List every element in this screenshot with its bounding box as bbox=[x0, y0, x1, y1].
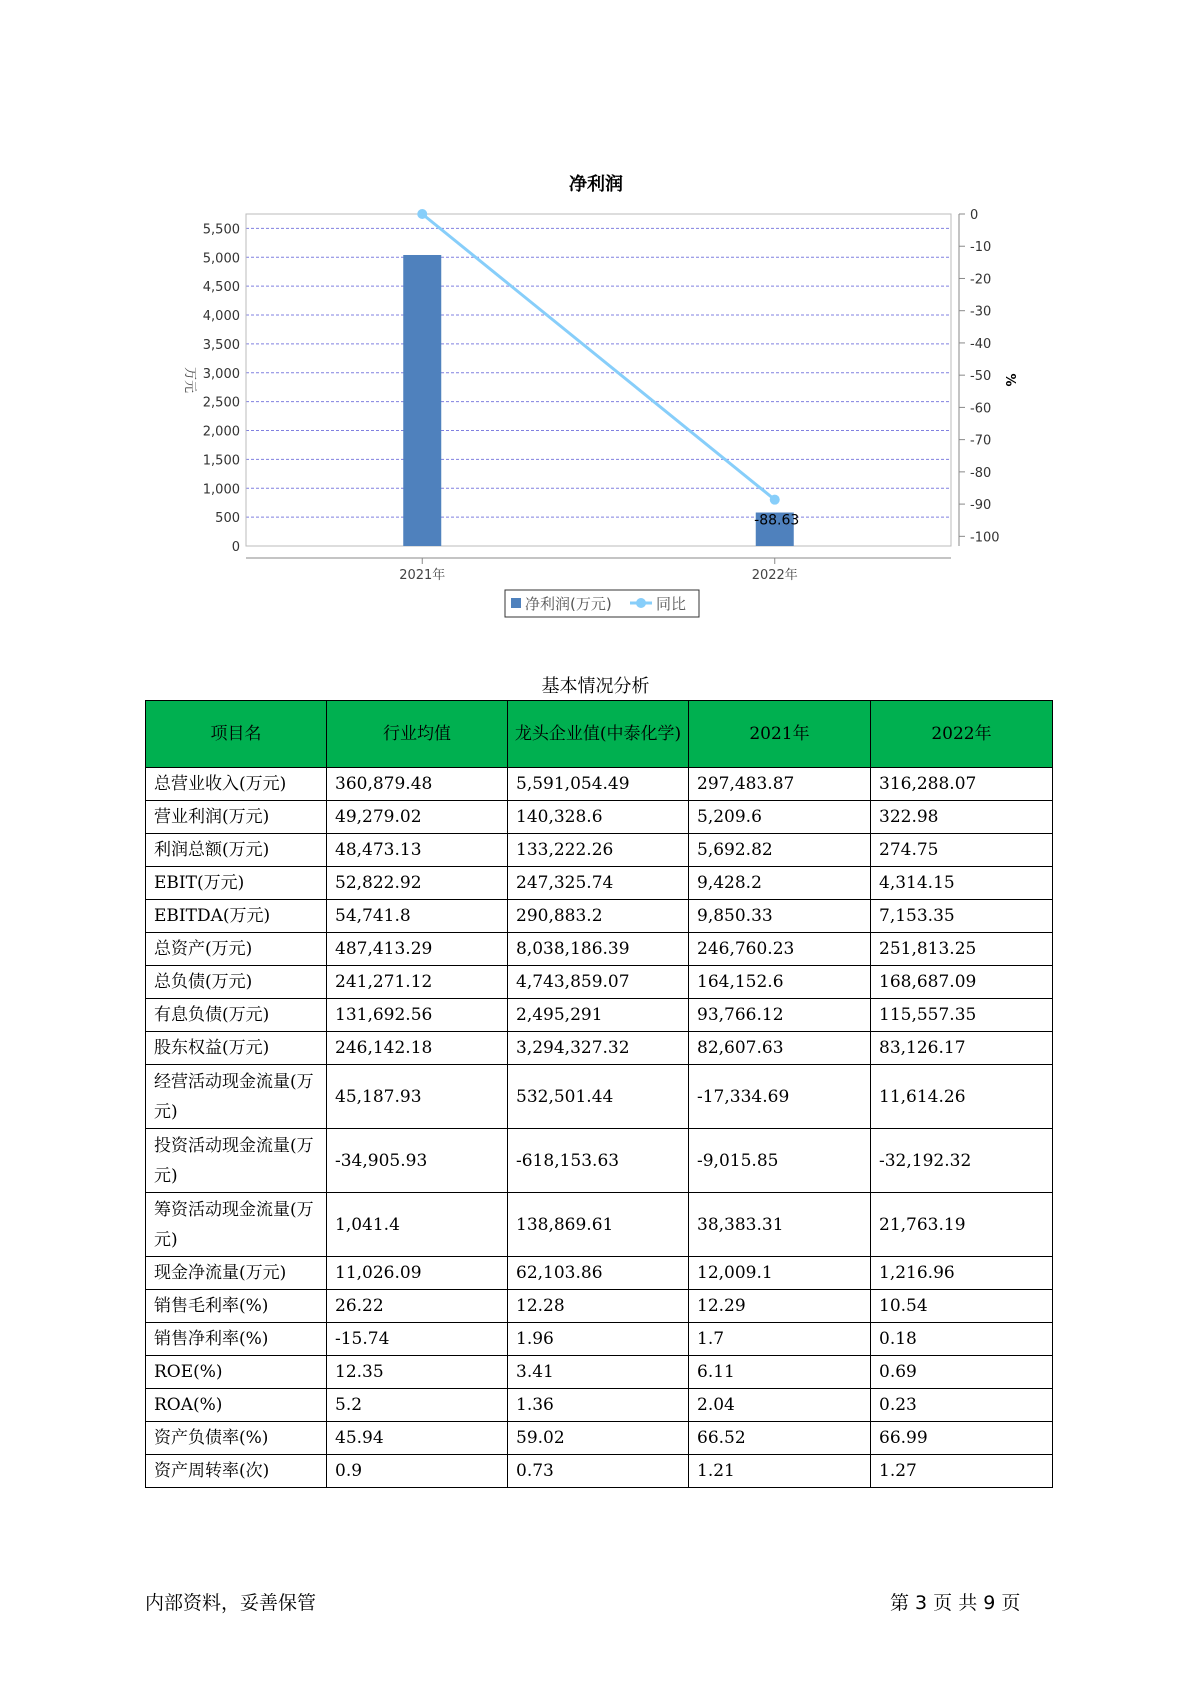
table-cell: -32,192.32 bbox=[871, 1129, 1053, 1193]
table-cell: 0.73 bbox=[508, 1455, 689, 1488]
row-label-cell: 有息负债(万元) bbox=[146, 999, 327, 1032]
header-2021: 2021年 bbox=[689, 701, 871, 768]
table-row bbox=[146, 1455, 1053, 1488]
row-label-cell: 总营业收入(万元) bbox=[146, 768, 327, 801]
table-body bbox=[146, 768, 1053, 1488]
legend-bar-label: 净利润(万元) bbox=[525, 595, 612, 613]
y2-tick-label: 0 bbox=[970, 208, 979, 223]
table-row bbox=[146, 1032, 1053, 1065]
footer-confidential: 内部资料，妥善保管 bbox=[145, 1592, 317, 1614]
row-label-cell: 销售净利率(%) bbox=[146, 1323, 327, 1356]
table-row bbox=[146, 1422, 1053, 1455]
table-title: 基本情况分析 bbox=[541, 676, 650, 697]
legend-bar-swatch bbox=[511, 598, 521, 608]
y2-tick-label: -50 bbox=[970, 369, 992, 385]
row-label-cell: 利润总额(万元) bbox=[146, 834, 327, 867]
y2-tick-label: -90 bbox=[970, 498, 992, 514]
table-row bbox=[146, 1290, 1053, 1323]
table-cell: 168,687.09 bbox=[871, 966, 1053, 999]
table-cell: 297,483.87 bbox=[689, 768, 871, 801]
data-label-yoy: -88.63 bbox=[754, 512, 800, 529]
y-tick-label: 2,000 bbox=[202, 424, 240, 440]
table-cell: 66.52 bbox=[689, 1422, 871, 1455]
table-cell: 10.54 bbox=[871, 1290, 1053, 1323]
table-cell: 0.23 bbox=[871, 1389, 1053, 1422]
table-cell: 5,591,054.49 bbox=[508, 768, 689, 801]
y2-tick-label: -30 bbox=[970, 304, 992, 320]
chart-legend bbox=[505, 590, 699, 617]
table-row bbox=[146, 768, 1053, 801]
y-tick-label: 3,500 bbox=[202, 337, 240, 353]
yoy-point bbox=[417, 209, 427, 219]
table-header-row bbox=[146, 701, 1053, 768]
row-label-cell: ROA(%) bbox=[146, 1389, 327, 1422]
table-cell: 0.18 bbox=[871, 1323, 1053, 1356]
y2-tick-label: -40 bbox=[970, 336, 992, 352]
table-cell: 133,222.26 bbox=[508, 834, 689, 867]
table-cell: 82,607.63 bbox=[689, 1032, 871, 1065]
table-cell: -9,015.85 bbox=[689, 1129, 871, 1193]
y-tick-label: 4,000 bbox=[202, 309, 240, 325]
table-cell: 1.7 bbox=[689, 1323, 871, 1356]
row-label-cell: 资产周转率(次) bbox=[146, 1455, 327, 1488]
table-cell: 131,692.56 bbox=[327, 999, 508, 1032]
table-cell: 93,766.12 bbox=[689, 999, 871, 1032]
line-series bbox=[417, 209, 780, 505]
y-tick-label: 3,000 bbox=[202, 366, 240, 382]
table-cell: 11,026.09 bbox=[327, 1257, 508, 1290]
table-cell: 52,822.92 bbox=[327, 867, 508, 900]
table-cell: 2.04 bbox=[689, 1389, 871, 1422]
table-row bbox=[146, 933, 1053, 966]
table-row bbox=[146, 801, 1053, 834]
table-cell: 45.94 bbox=[327, 1422, 508, 1455]
table-cell: 9,428.2 bbox=[689, 867, 871, 900]
table-cell: 4,743,859.07 bbox=[508, 966, 689, 999]
row-label-cell: 资产负债率(%) bbox=[146, 1422, 327, 1455]
y-tick-label: 1,500 bbox=[202, 453, 240, 469]
table-cell: 12,009.1 bbox=[689, 1257, 871, 1290]
plot-area-frame bbox=[246, 214, 951, 546]
table-cell: 4,314.15 bbox=[871, 867, 1053, 900]
row-label-cell: 总资产(万元) bbox=[146, 933, 327, 966]
table-cell: 322.98 bbox=[871, 801, 1053, 834]
row-label-cell: 总负债(万元) bbox=[146, 966, 327, 999]
y-tick-label: 0 bbox=[231, 540, 240, 555]
x-tick-label: 2022年 bbox=[751, 568, 798, 583]
table-row bbox=[146, 1193, 1053, 1257]
table-cell: 2,495,291 bbox=[508, 999, 689, 1032]
y2-tick-label: -80 bbox=[970, 465, 992, 481]
table-cell: 164,152.6 bbox=[689, 966, 871, 999]
table-row bbox=[146, 999, 1053, 1032]
table-cell: 1,041.4 bbox=[327, 1193, 508, 1257]
bar-net-profit bbox=[403, 255, 441, 546]
legend-line-label: 同比 bbox=[656, 595, 687, 613]
table-cell: 12.29 bbox=[689, 1290, 871, 1323]
table-cell: 241,271.12 bbox=[327, 966, 508, 999]
table-cell: 1.96 bbox=[508, 1323, 689, 1356]
y-tick-label: 500 bbox=[215, 511, 240, 527]
row-label-cell: 股东权益(万元) bbox=[146, 1032, 327, 1065]
table-cell: 247,325.74 bbox=[508, 867, 689, 900]
y2-tick-label: -10 bbox=[970, 240, 992, 256]
table-cell: 1.36 bbox=[508, 1389, 689, 1422]
y2-tick-label: -70 bbox=[970, 433, 992, 449]
table-cell: -15.74 bbox=[327, 1323, 508, 1356]
table-cell: 54,741.8 bbox=[327, 900, 508, 933]
table-cell: 5,209.6 bbox=[689, 801, 871, 834]
table-cell: 48,473.13 bbox=[327, 834, 508, 867]
table-cell: 316,288.07 bbox=[871, 768, 1053, 801]
table-cell: -17,334.69 bbox=[689, 1065, 871, 1129]
row-label-cell: EBIT(万元) bbox=[146, 867, 327, 900]
table-cell: 290,883.2 bbox=[508, 900, 689, 933]
table-cell: 11,614.26 bbox=[871, 1065, 1053, 1129]
x-axis-ticks bbox=[399, 558, 798, 583]
table-row bbox=[146, 867, 1053, 900]
x-tick-label: 2021年 bbox=[399, 568, 446, 583]
y-tick-label: 4,500 bbox=[202, 280, 240, 296]
y2-tick-label: -100 bbox=[970, 530, 1000, 546]
table-row bbox=[146, 1389, 1053, 1422]
row-label-cell: ROE(%) bbox=[146, 1356, 327, 1389]
table-cell: 251,813.25 bbox=[871, 933, 1053, 966]
table-cell: 274.75 bbox=[871, 834, 1053, 867]
table-cell: -34,905.93 bbox=[327, 1129, 508, 1193]
table-cell: 49,279.02 bbox=[327, 801, 508, 834]
table-cell: 1.21 bbox=[689, 1455, 871, 1488]
header-industry-average: 行业均值 bbox=[327, 701, 508, 768]
row-label-cell: 现金净流量(万元) bbox=[146, 1257, 327, 1290]
table-cell: -618,153.63 bbox=[508, 1129, 689, 1193]
data-labels bbox=[754, 513, 799, 529]
table-row bbox=[146, 834, 1053, 867]
table-row bbox=[146, 1129, 1053, 1193]
table-cell: 6.11 bbox=[689, 1356, 871, 1389]
y-tick-label: 5,000 bbox=[202, 251, 240, 267]
table-cell: 8,038,186.39 bbox=[508, 933, 689, 966]
table-cell: 1.27 bbox=[871, 1455, 1053, 1488]
row-label-cell: 投资活动现金流量(万元) bbox=[146, 1129, 327, 1193]
row-label-cell: 筹资活动现金流量(万元) bbox=[146, 1193, 327, 1257]
table-cell: 26.22 bbox=[327, 1290, 508, 1323]
yoy-point bbox=[770, 495, 780, 505]
table-cell: 5.2 bbox=[327, 1389, 508, 1422]
table-cell: 0.9 bbox=[327, 1455, 508, 1488]
table-cell: 3,294,327.32 bbox=[508, 1032, 689, 1065]
net-profit-chart bbox=[0, 0, 1191, 640]
legend-line-marker bbox=[636, 598, 646, 608]
table-cell: 487,413.29 bbox=[327, 933, 508, 966]
table-cell: 0.69 bbox=[871, 1356, 1053, 1389]
table-cell: 38,383.31 bbox=[689, 1193, 871, 1257]
chart-title: 净利润 bbox=[569, 174, 623, 195]
table-cell: 59.02 bbox=[508, 1422, 689, 1455]
basic-analysis-table bbox=[145, 700, 1053, 1488]
table-row bbox=[146, 1356, 1053, 1389]
table-cell: 138,869.61 bbox=[508, 1193, 689, 1257]
table-cell: 1,216.96 bbox=[871, 1257, 1053, 1290]
table-cell: 66.99 bbox=[871, 1422, 1053, 1455]
table-cell: 532,501.44 bbox=[508, 1065, 689, 1129]
table-cell: 9,850.33 bbox=[689, 900, 871, 933]
y-tick-label: 1,000 bbox=[202, 482, 240, 498]
table-cell: 3.41 bbox=[508, 1356, 689, 1389]
table-cell: 21,763.19 bbox=[871, 1193, 1053, 1257]
right-axis-ticks bbox=[959, 208, 1000, 545]
table-cell: 12.28 bbox=[508, 1290, 689, 1323]
table-cell: 246,760.23 bbox=[689, 933, 871, 966]
table-row bbox=[146, 900, 1053, 933]
y-tick-label: 2,500 bbox=[202, 395, 240, 411]
chart-gridlines bbox=[246, 228, 951, 517]
table-cell: 7,153.35 bbox=[871, 900, 1053, 933]
y-axis-label: 万元 bbox=[182, 366, 197, 394]
header-leader-value: 龙头企业值(中泰化学) bbox=[508, 701, 689, 768]
table-cell: 115,557.35 bbox=[871, 999, 1053, 1032]
bar-series bbox=[403, 255, 794, 546]
header-item-name: 项目名 bbox=[146, 701, 327, 768]
table-row bbox=[146, 1065, 1053, 1129]
y-tick-label: 5,500 bbox=[202, 222, 240, 238]
table-cell: 360,879.48 bbox=[327, 768, 508, 801]
table-cell: 62,103.86 bbox=[508, 1257, 689, 1290]
table-row bbox=[146, 966, 1053, 999]
table-cell: 140,328.6 bbox=[508, 801, 689, 834]
y2-tick-label: -60 bbox=[970, 401, 992, 417]
table-cell: 45,187.93 bbox=[327, 1065, 508, 1129]
row-label-cell: EBITDA(万元) bbox=[146, 900, 327, 933]
row-label-cell: 销售毛利率(%) bbox=[146, 1290, 327, 1323]
y2-axis-label: % bbox=[1002, 373, 1017, 387]
table-cell: 12.35 bbox=[327, 1356, 508, 1389]
row-label-cell: 经营活动现金流量(万元) bbox=[146, 1065, 327, 1129]
header-2022: 2022年 bbox=[871, 701, 1053, 768]
table-row bbox=[146, 1323, 1053, 1356]
row-label-cell: 营业利润(万元) bbox=[146, 801, 327, 834]
table-cell: 246,142.18 bbox=[327, 1032, 508, 1065]
table-row bbox=[146, 1257, 1053, 1290]
y2-tick-label: -20 bbox=[970, 272, 992, 288]
table-cell: 5,692.82 bbox=[689, 834, 871, 867]
left-axis-ticks bbox=[203, 222, 240, 555]
table-cell: 83,126.17 bbox=[871, 1032, 1053, 1065]
footer-page-number: 第 3 页 共 9 页 bbox=[890, 1592, 1021, 1614]
